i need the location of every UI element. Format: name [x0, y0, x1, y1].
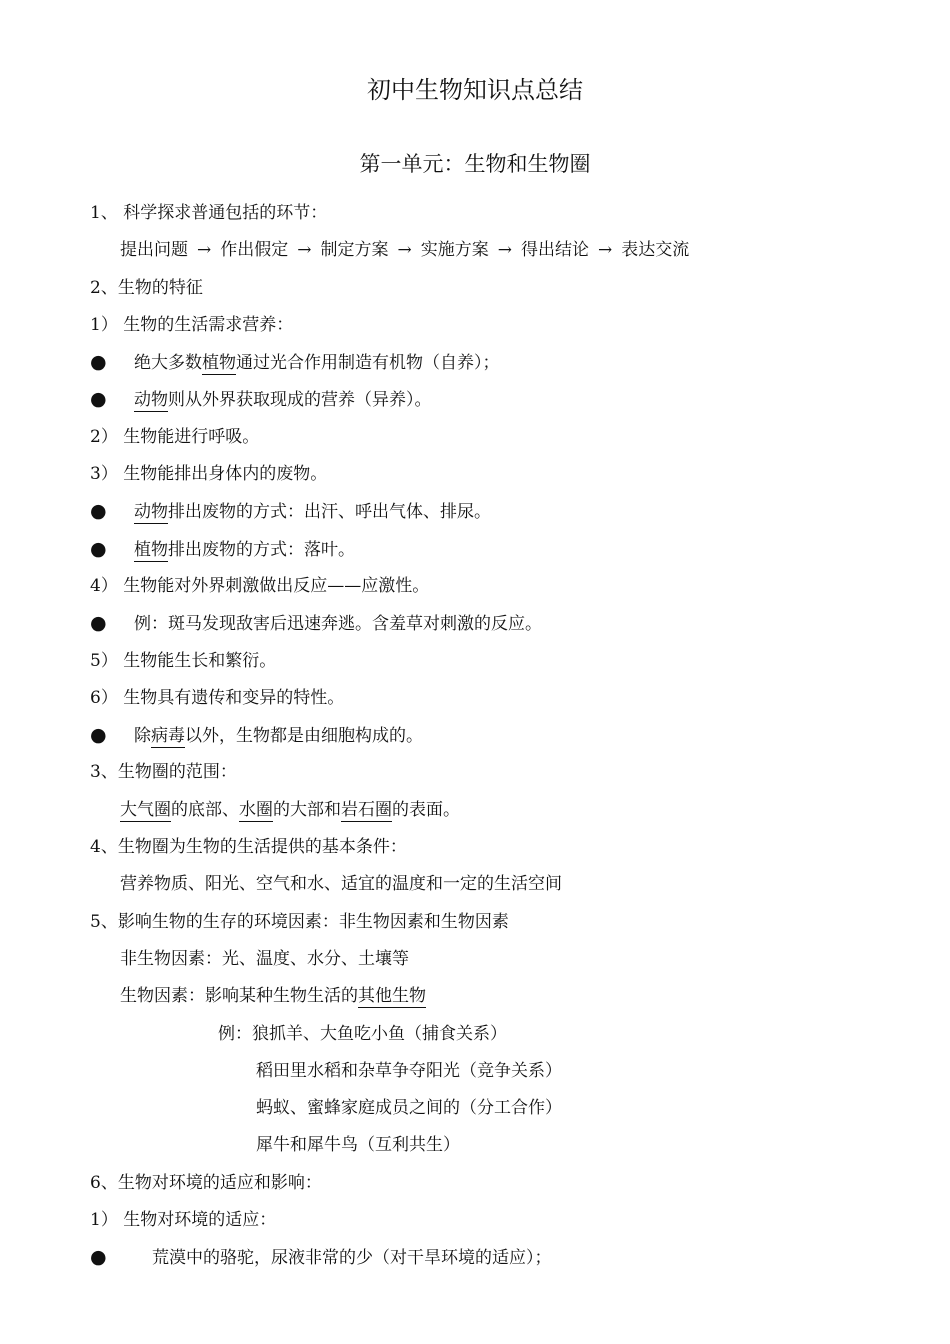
arrow-icon: →: [297, 240, 312, 261]
bullet-item: [90, 493, 910, 530]
subpoint-adaptation: 1） 生物对环境的适应：: [90, 1210, 277, 1231]
bullet-text: 除: [134, 726, 151, 747]
bullet-text: 绝大多数: [134, 353, 202, 374]
bullet-icon: ●: [90, 351, 107, 374]
step-5: 得出结论: [521, 240, 589, 261]
step-3: 制定方案: [320, 240, 389, 261]
subpoint-heredity: 6） 生物具有遗传和变异的特性。: [90, 687, 345, 708]
bullet-icon: ●: [90, 612, 107, 635]
biosphere-range: [90, 792, 910, 829]
biotic-factors: [90, 978, 910, 1015]
arrow-icon: →: [397, 240, 412, 261]
section-5-heading: 5、影响生物的生存的环境因素：非生物因素和生物因素: [90, 911, 509, 932]
basic-conditions: 营养物质、阳光、空气和水、适宜的温度和一定的生活空间: [120, 874, 562, 895]
step-1: 提出问题: [120, 240, 188, 261]
section-4-heading: 4、生物圈为生物的生活提供的基本条件：: [90, 837, 407, 858]
underlined-term: 岩石圈: [341, 799, 392, 820]
underlined-term: 其他生物: [358, 986, 426, 1007]
arrow-icon: →: [197, 240, 212, 261]
subpoint-response: 4） 生物能对外界刺激做出反应——应激性。: [90, 575, 430, 596]
bullet-text: 排出废物的方式：出汗、呼出气体、排尿。: [168, 502, 491, 523]
subpoint-excretion: 3） 生物能排出身体内的废物。: [90, 464, 328, 485]
bullet-item: [90, 381, 910, 418]
bullet-icon: ●: [90, 388, 107, 411]
underlined-term: 大气圈: [120, 799, 171, 820]
text: 生物因素：影响某种生物生活的: [120, 986, 358, 1007]
arrow-icon: →: [598, 240, 613, 261]
bullet-item: [90, 531, 910, 568]
text: 的底部、: [171, 799, 239, 820]
bullet-icon: ●: [90, 537, 107, 560]
document-title: 初中生物知识点总结: [367, 76, 583, 104]
document-body: [90, 195, 910, 1277]
bullet-text: 荒漠中的骆驼，尿液非常的少（对干旱环境的适应）；: [152, 1248, 552, 1269]
subpoint-growth: 5） 生物能生长和繁衍。: [90, 650, 277, 671]
bullet-item: [90, 717, 910, 754]
bullet-text: 排出废物的方式：落叶。: [168, 539, 355, 560]
bullet-text: 通过光合作用制造有机物（自养）；: [236, 353, 500, 374]
subpoint-respiration: 2） 生物能进行呼吸。: [90, 426, 260, 447]
bullet-text: 例：斑马发现敌害后迅速奔逃。含羞草对刺激的反应。: [134, 614, 542, 635]
text: 的大部和: [273, 799, 341, 820]
bullet-item: [90, 1239, 910, 1276]
inquiry-steps: [90, 232, 910, 269]
example-predation: 例：狼抓羊、大鱼吃小鱼（捕食关系）: [218, 1023, 507, 1044]
bullet-icon: ●: [90, 724, 107, 747]
section-2-heading: 2、生物的特征: [90, 277, 203, 298]
bullet-text: 则从外界获取现成的营养（异养）。: [168, 390, 432, 411]
section-6-heading: 6、生物对环境的适应和影响：: [90, 1172, 322, 1193]
underlined-term: 动物: [134, 390, 168, 411]
example-mutualism: 犀牛和犀牛鸟（互利共生）: [256, 1135, 460, 1156]
step-6: 表达交流: [621, 240, 690, 261]
abiotic-factors: 非生物因素：光、温度、水分、土壤等: [120, 948, 409, 969]
bullet-item: [90, 605, 910, 642]
arrow-icon: →: [497, 240, 512, 261]
underlined-term: 植物: [202, 353, 236, 374]
example-cooperation: 蚂蚁、蜜蜂家庭成员之间的（分工合作）: [256, 1098, 562, 1119]
text: 的表面。: [392, 799, 460, 820]
unit-heading: 第一单元：生物和生物圈: [359, 152, 591, 176]
underlined-term: 病毒: [151, 726, 185, 747]
bullet-text: 以外，生物都是由细胞构成的。: [185, 726, 423, 747]
bullet-item: [90, 344, 910, 381]
bullet-icon: ●: [90, 1246, 107, 1269]
underlined-term: 动物: [134, 502, 168, 523]
step-4: 实施方案: [420, 240, 489, 261]
example-competition: 稻田里水稻和杂草争夺阳光（竞争关系）: [256, 1060, 562, 1081]
bullet-icon: ●: [90, 500, 107, 523]
section-1-heading: 1、 科学探求普通包括的环节：: [90, 203, 328, 223]
subpoint-nutrition: 1） 生物的生活需求营养：: [90, 314, 294, 335]
section-3-heading: 3、生物圈的范围：: [90, 762, 237, 783]
underlined-term: 水圈: [239, 799, 273, 820]
step-2: 作出假定: [220, 240, 289, 261]
underlined-term: 植物: [134, 539, 168, 560]
